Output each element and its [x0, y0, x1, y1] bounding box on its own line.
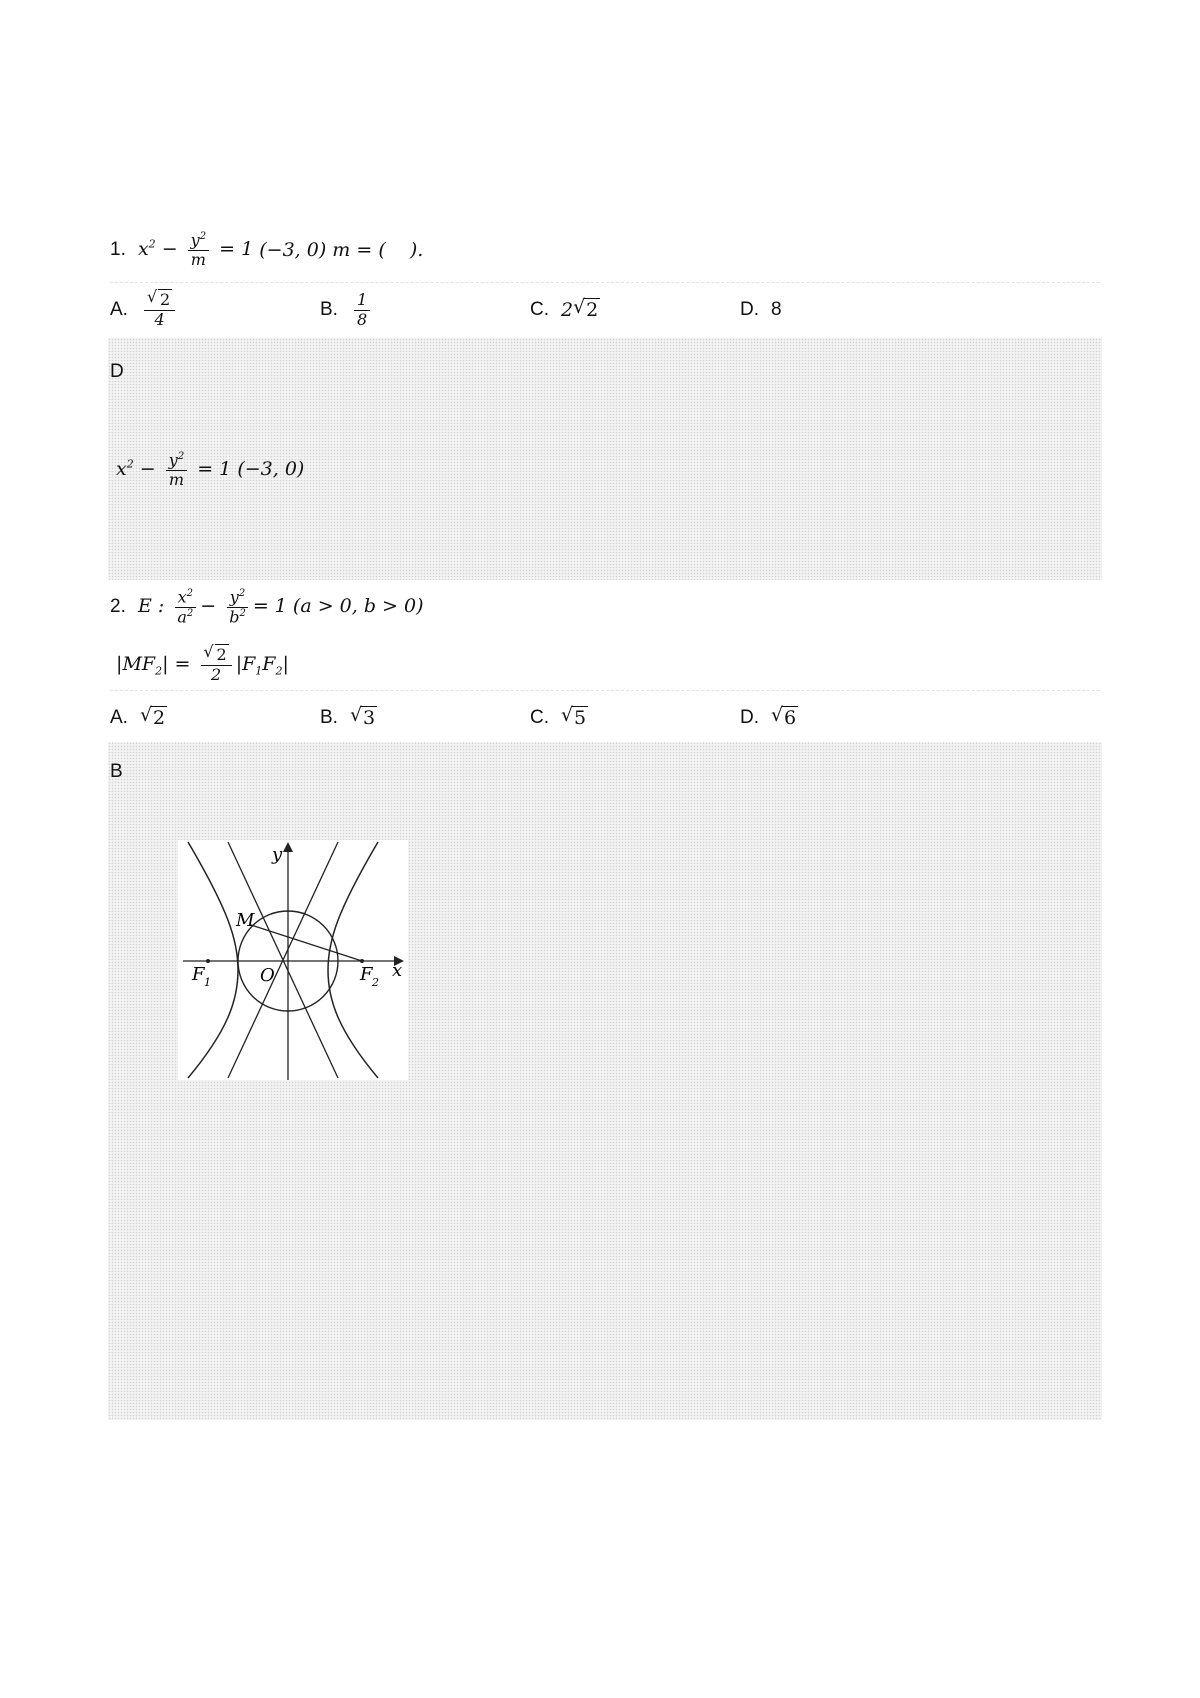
q2-stem-line-2	[110, 640, 289, 690]
q1-options	[110, 282, 1100, 337]
q1-option-d-value: 8	[771, 299, 782, 320]
label-m: M	[236, 910, 255, 931]
q1-option-c[interactable]	[530, 283, 600, 337]
label-f2-sub: 2	[372, 976, 379, 989]
label-f2: F	[360, 964, 373, 985]
q2-option-d[interactable]	[740, 691, 798, 745]
label-f1: F	[192, 964, 205, 985]
point-f2	[360, 959, 364, 963]
q1-option-c-letter: C.	[530, 299, 549, 320]
q2-option-d-letter: D.	[740, 707, 759, 728]
label-x: x	[392, 960, 403, 981]
q2-option-c-value: √ 5	[561, 707, 588, 729]
q2-equation: E : $\frac{x^2}{a^2}$ − $\frac{y^2}{b^2}$ = 1 (a > 0, b > 0)	[137, 587, 424, 626]
q1-answer	[110, 352, 124, 392]
q1-option-a[interactable]	[110, 283, 179, 337]
q1-equation: $x^2$ − $\frac{y^2}{m}$ = 1	[137, 230, 254, 269]
page-title	[0, 138, 1200, 188]
label-o: O	[260, 965, 275, 986]
q2-option-c[interactable]	[530, 691, 588, 745]
q1-detail-equation: $x^2$ − $\frac{y^2}{m}$ = 1 (−3, 0)	[116, 450, 305, 489]
q2-option-b-letter: B.	[320, 707, 338, 728]
q1-option-b[interactable]	[320, 283, 374, 337]
q2-option-b[interactable]	[320, 691, 377, 745]
q1-answer-value: D	[110, 361, 124, 382]
q1-focus: (−3, 0)	[259, 239, 327, 261]
point-f1	[206, 959, 210, 963]
q2-option-a-letter: A.	[110, 707, 128, 728]
q1-option-b-value: $\frac{1}{8}$	[354, 291, 370, 329]
q2-option-a-value: √ 2	[140, 707, 167, 729]
q1-option-a-letter: A.	[110, 299, 128, 320]
q2-answer	[110, 752, 123, 792]
q1-option-d-letter: D.	[740, 299, 759, 320]
q2-number: 2.	[110, 596, 126, 617]
q1-option-b-letter: B.	[320, 299, 338, 320]
q1-option-a-value: √ $\frac{2}{4}$	[144, 291, 175, 329]
q2-option-b-value: √ 3	[350, 707, 377, 729]
label-y: y	[272, 844, 283, 865]
q2-stem-line-1	[110, 582, 424, 632]
label-f1-sub: 1	[204, 976, 211, 989]
q2-option-a[interactable]	[110, 691, 167, 745]
q1-number: 1.	[110, 239, 126, 260]
q2-answer-value: B	[110, 761, 123, 782]
q2-options	[110, 690, 1100, 745]
q1-m-eq: m = ( ).	[332, 239, 424, 261]
q1-option-d[interactable]	[740, 283, 782, 337]
q1-stem	[110, 230, 423, 270]
q1-option-c-value: 2√ 2	[561, 299, 600, 321]
q2-option-d-value: √ 6	[771, 707, 798, 729]
q1-detail-line-1	[110, 446, 304, 494]
hyperbola-figure	[178, 840, 408, 1080]
q2-condition: $|MF_2|$ = √ $\frac{2}{2}$ $|F_1F_2|$	[116, 646, 289, 684]
q2-option-c-letter: C.	[530, 707, 549, 728]
